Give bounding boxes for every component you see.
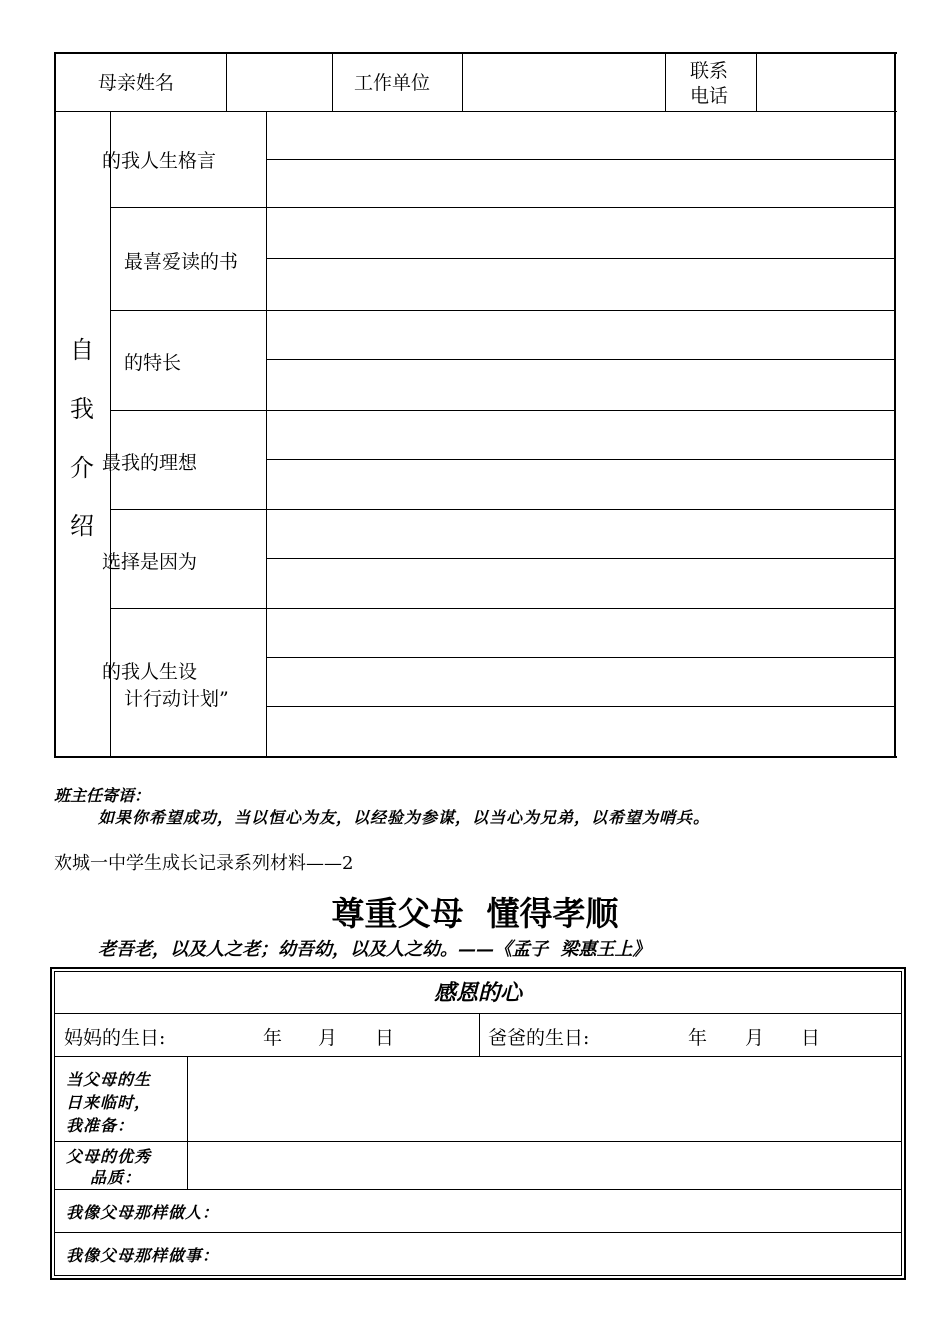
teacher-note-heading: 班主任寄语： (54, 786, 151, 805)
ideal-field[interactable] (268, 412, 894, 508)
qualities-label-line1: 父母的优秀 (66, 1147, 152, 1166)
dad-birthday-label: 爸爸的生日: (488, 1027, 590, 1049)
dad-birthday-month: 月 (745, 1027, 765, 1049)
be-like-field[interactable] (260, 1191, 900, 1231)
main-title: 尊重父母 懂得孝顺 (331, 894, 619, 933)
mom-birthday-field[interactable] (190, 1015, 475, 1055)
series-line: 欢城一中学生成长记录系列材料——2 (54, 853, 354, 874)
mom-birthday-day: 日 (375, 1027, 395, 1049)
ideal-label: 最我的理想 (102, 452, 198, 474)
contact-label-line2: 电话 (690, 85, 729, 107)
do-like-label: 我像父母那样做事： (66, 1246, 220, 1265)
choice-reason-field[interactable] (268, 511, 894, 607)
contact-phone-field[interactable] (758, 54, 893, 110)
motto-field[interactable] (268, 113, 894, 206)
gratitude-header: 感恩的心 (433, 980, 522, 1006)
life-plan-label-line1: 的我人生设 (102, 661, 198, 683)
mom-birthday-year: 年 (263, 1027, 283, 1049)
specialty-field[interactable] (268, 312, 894, 409)
choice-reason-label: 选择是因为 (102, 551, 198, 573)
mother-name-field[interactable] (228, 54, 331, 110)
be-like-label: 我像父母那样做人： (66, 1203, 220, 1222)
contact-label-line1: 联系 (690, 60, 729, 82)
mother-name-label: 母亲姓名 (98, 72, 175, 94)
favorite-book-label: 最喜爱读的书 (124, 251, 239, 273)
work-unit-label: 工作单位 (354, 72, 431, 94)
motto-label: 的我人生格言 (102, 150, 217, 172)
mom-birthday-month: 月 (318, 1027, 338, 1049)
prep-label-line2: 日来临时， (66, 1093, 152, 1112)
prep-label-line3: 我准备： (66, 1116, 135, 1135)
section-label-char-1: 自 (70, 336, 94, 364)
prep-label-line1: 当父母的生 (66, 1070, 152, 1089)
mom-birthday-label: 妈妈的生日: (64, 1027, 166, 1049)
dad-birthday-field[interactable] (612, 1015, 898, 1055)
life-plan-label-line2: 计行动计划” (124, 688, 229, 710)
favorite-book-field[interactable] (268, 209, 894, 309)
life-plan-field[interactable] (268, 610, 894, 755)
teacher-note-text: 如果你希望成功，当以恒心为友，以经验为参谋，以当心为兄弟，以希望为哨兵。 (98, 808, 711, 827)
do-like-field[interactable] (260, 1234, 900, 1274)
parent-qualities-field[interactable] (189, 1143, 900, 1188)
mencius-quote: 老吾老，以及人之老；幼吾幼，以及人之幼。——《孟子 梁惠王上》 (98, 939, 651, 960)
qualities-label-line2: 品质： (90, 1168, 142, 1187)
section-label-char-2: 我 (70, 395, 94, 423)
specialty-label: 的特长 (124, 352, 182, 374)
work-unit-field[interactable] (464, 54, 664, 110)
section-label-char-4: 绍 (70, 512, 94, 540)
dad-birthday-year: 年 (688, 1027, 708, 1049)
dad-birthday-day: 日 (801, 1027, 821, 1049)
birthday-prep-field[interactable] (189, 1058, 900, 1140)
section-label-char-3: 介 (70, 454, 94, 482)
